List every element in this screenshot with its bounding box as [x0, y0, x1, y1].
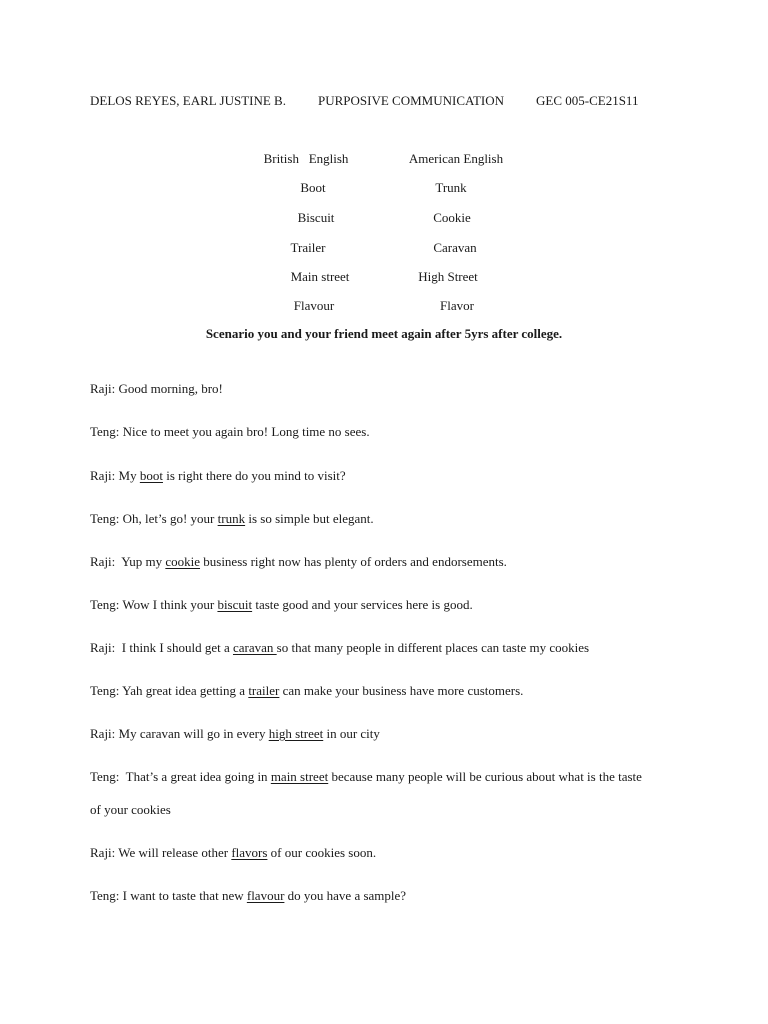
- underlined-word: high street: [268, 726, 324, 741]
- subject-title: PURPOSIVE COMMUNICATION: [318, 93, 504, 108]
- british-word: Boot: [300, 180, 326, 195]
- dialogue-line: Teng: Nice to meet you again bro! Long time no sees.: [90, 424, 370, 439]
- american-word: Cookie: [433, 210, 471, 225]
- british-word: Flavour: [293, 298, 335, 313]
- dialogue-line: Teng: I want to taste that new flavour do you have a sample?: [90, 888, 407, 903]
- underlined-word: flavors: [231, 845, 268, 860]
- american-word: Caravan: [433, 240, 477, 255]
- underlined-word: cookie: [165, 554, 201, 569]
- underlined-word: caravan: [232, 640, 277, 655]
- american-word: High Street: [418, 269, 478, 284]
- dialogue-line: Teng: Yah great idea getting a trailer can make your business have more customers.: [90, 683, 524, 698]
- course-section: GEC 005-CE21S11: [536, 93, 639, 108]
- underlined-word: trailer: [248, 683, 280, 698]
- dialogue-line: Teng: Oh, let’s go! your trunk is so simple but elegant.: [90, 511, 374, 526]
- british-word: Trailer: [290, 240, 326, 255]
- dialogue-line: Raji: We will release other flavors of our cookies soon.: [90, 845, 377, 860]
- american-english-header: American English: [408, 151, 504, 166]
- underlined-word: flavour: [246, 888, 285, 903]
- dialogue-line: Raji: My boot is right there do you mind to visit?: [90, 468, 346, 483]
- dialogue-line: Raji: Good morning, bro!: [90, 381, 223, 396]
- american-word: Flavor: [440, 298, 474, 313]
- british-word: Main street: [290, 269, 350, 284]
- underlined-word: main street: [270, 769, 329, 784]
- underlined-word: trunk: [217, 511, 246, 526]
- dialogue-line: Raji: Yup my cookie business right now has plenty of orders and endorsements.: [90, 554, 507, 569]
- dialogue-line: Teng: That’s a great idea going in main street because many people will be curious about what is the taste: [90, 769, 642, 784]
- dialogue-line: Teng: Wow I think your biscuit taste good and your services here is good.: [90, 597, 473, 612]
- dialogue-line: Raji: My caravan will go in every high street in our city: [90, 726, 380, 741]
- british-word: Biscuit: [297, 210, 335, 225]
- underlined-word: boot: [139, 468, 163, 483]
- scenario-heading: Scenario you and your friend meet again after 5yrs after college.: [205, 326, 563, 341]
- british-english-header: British English: [263, 151, 349, 166]
- dialogue-line: Raji: I think I should get a caravan so that many people in different places can taste my cookies: [90, 640, 590, 655]
- student-name: DELOS REYES, EARL JUSTINE B.: [90, 93, 286, 108]
- american-word: Trunk: [435, 180, 467, 195]
- underlined-word: biscuit: [217, 597, 253, 612]
- dialogue-line: of your cookies: [90, 802, 171, 817]
